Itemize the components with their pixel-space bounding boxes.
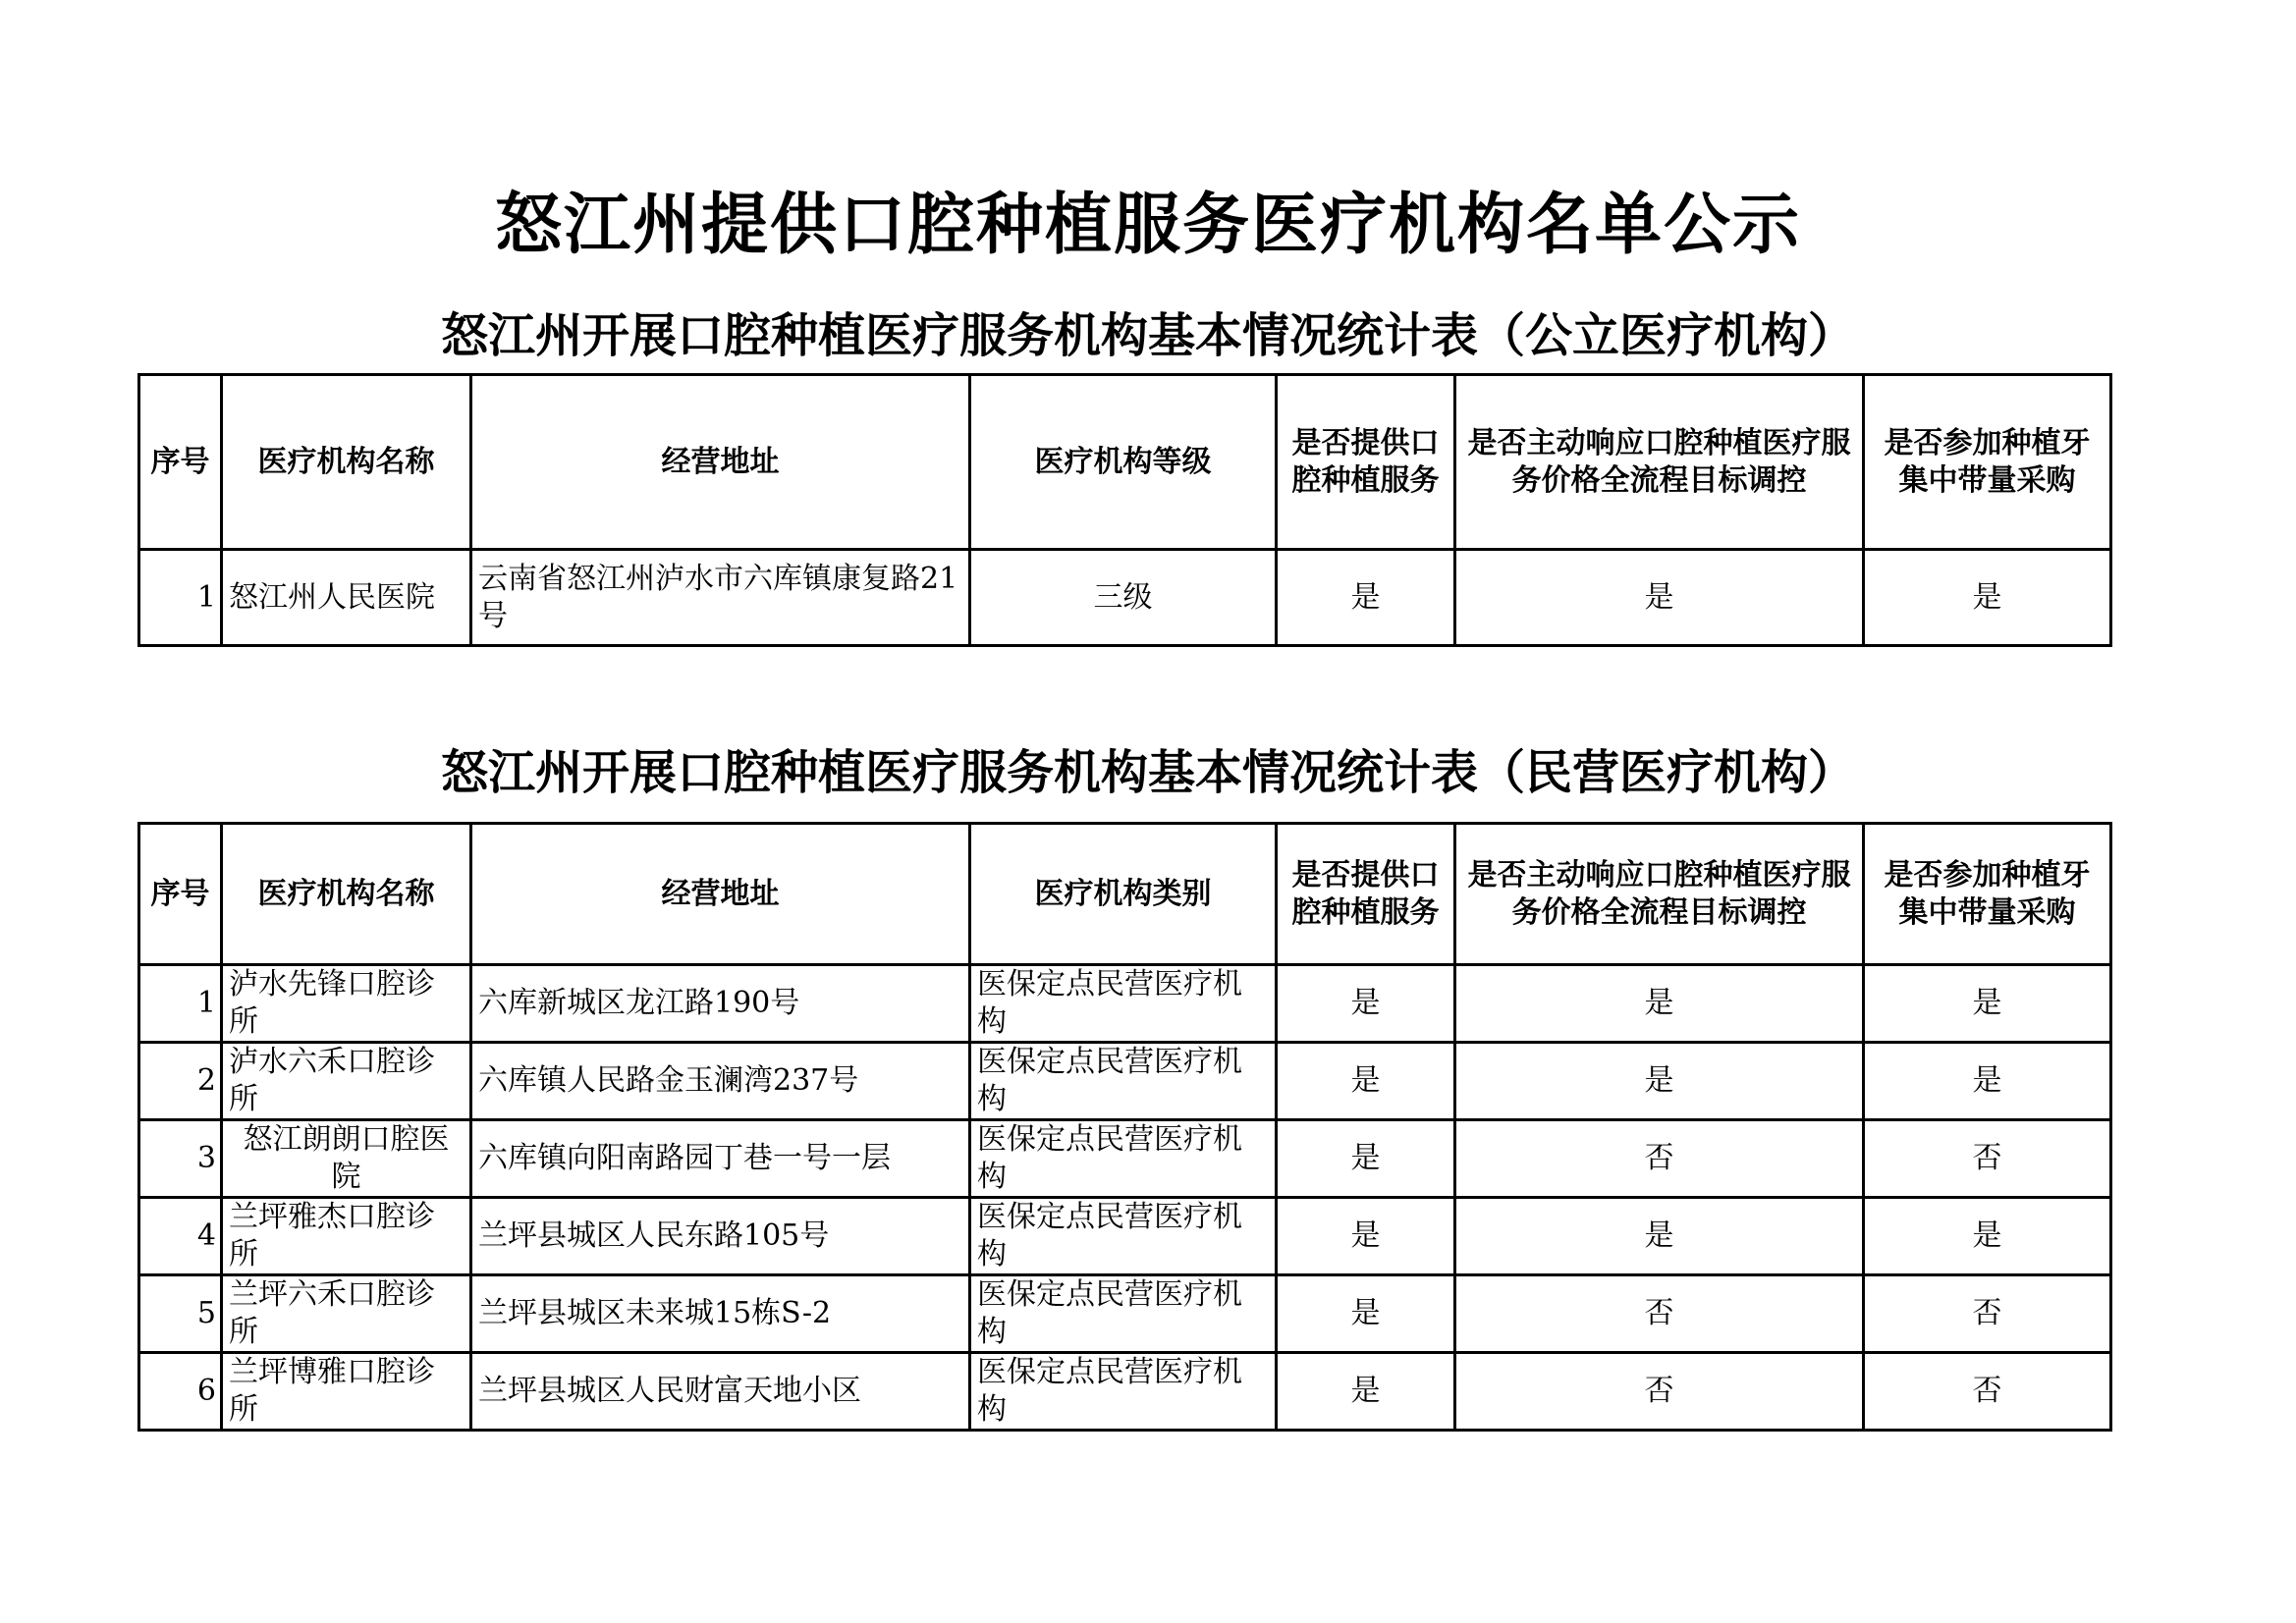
- cell-implant-service: 是: [1277, 1043, 1455, 1120]
- table-row: [139, 1198, 2111, 1275]
- cell-name: 泸水六禾口腔诊所: [222, 1043, 471, 1120]
- cell-price-control: 否: [1455, 1275, 1864, 1353]
- table-header-row: [139, 375, 2111, 550]
- cell-category: 医保定点民营医疗机构: [970, 1275, 1277, 1353]
- cell-category: 医保定点民营医疗机构: [970, 1198, 1277, 1275]
- header-price-control: 是否主动响应口腔种植医疗服务价格全流程目标调控: [1455, 824, 1864, 965]
- header-procurement: 是否参加种植牙集中带量采购: [1864, 824, 2111, 965]
- cell-procurement: 是: [1864, 550, 2111, 646]
- cell-index: 1: [139, 965, 222, 1043]
- cell-procurement: 否: [1864, 1353, 2111, 1431]
- cell-procurement: 是: [1864, 1198, 2111, 1275]
- public-section-title: 怒江州开展口腔种植医疗服务机构基本情况统计表（公立医疗机构）: [440, 308, 1855, 363]
- cell-price-control: 是: [1455, 1198, 1864, 1275]
- cell-implant-service: 是: [1277, 1353, 1455, 1431]
- header-address: 经营地址: [471, 824, 970, 965]
- cell-name: 兰坪六禾口腔诊所: [222, 1275, 471, 1353]
- cell-category: 医保定点民营医疗机构: [970, 1353, 1277, 1431]
- cell-index: 5: [139, 1275, 222, 1353]
- cell-category: 医保定点民营医疗机构: [970, 1043, 1277, 1120]
- cell-address: 兰坪县城区未来城15栋S-2: [471, 1275, 970, 1353]
- page-title: 怒江州提供口腔种植服务医疗机构名单公示: [494, 187, 1801, 264]
- header-index: 序号: [139, 375, 222, 550]
- header-category: 医疗机构类别: [970, 824, 1277, 965]
- header-level: 医疗机构等级: [970, 375, 1277, 550]
- header-name: 医疗机构名称: [222, 824, 471, 965]
- cell-name: 怒江州人民医院: [222, 550, 471, 646]
- cell-address: 六库镇人民路金玉澜湾237号: [471, 1043, 970, 1120]
- cell-category: 医保定点民营医疗机构: [970, 1120, 1277, 1198]
- table-row: [139, 965, 2111, 1043]
- cell-address: 云南省怒江州泸水市六库镇康复路21号: [471, 550, 970, 646]
- cell-index: 4: [139, 1198, 222, 1275]
- header-implant-service: 是否提供口腔种植服务: [1277, 375, 1455, 550]
- table-row: [139, 1275, 2111, 1353]
- cell-procurement: 是: [1864, 1043, 2111, 1120]
- cell-index: 6: [139, 1353, 222, 1431]
- cell-address: 六库镇向阳南路园丁巷一号一层: [471, 1120, 970, 1198]
- cell-price-control: 是: [1455, 1043, 1864, 1120]
- cell-procurement: 否: [1864, 1120, 2111, 1198]
- private-section-title: 怒江州开展口腔种植医疗服务机构基本情况统计表（民营医疗机构）: [440, 745, 1855, 800]
- cell-name: 兰坪博雅口腔诊所: [222, 1353, 471, 1431]
- cell-price-control: 否: [1455, 1353, 1864, 1431]
- table-row: [139, 1120, 2111, 1198]
- cell-implant-service: 是: [1277, 1275, 1455, 1353]
- cell-procurement: 是: [1864, 965, 2111, 1043]
- table-row: [139, 1353, 2111, 1431]
- cell-name: 怒江朗朗口腔医院: [222, 1120, 471, 1198]
- table-header-row: [139, 824, 2111, 965]
- cell-address: 兰坪县城区人民东路105号: [471, 1198, 970, 1275]
- header-implant-service: 是否提供口腔种植服务: [1277, 824, 1455, 965]
- cell-implant-service: 是: [1277, 550, 1455, 646]
- header-procurement: 是否参加种植牙集中带量采购: [1864, 375, 2111, 550]
- header-address: 经营地址: [471, 375, 970, 550]
- cell-name: 泸水先锋口腔诊所: [222, 965, 471, 1043]
- cell-address: 兰坪县城区人民财富天地小区: [471, 1353, 970, 1431]
- header-name: 医疗机构名称: [222, 375, 471, 550]
- cell-price-control: 是: [1455, 965, 1864, 1043]
- cell-price-control: 是: [1455, 550, 1864, 646]
- cell-implant-service: 是: [1277, 965, 1455, 1043]
- cell-implant-service: 是: [1277, 1198, 1455, 1275]
- private-institutions-table: [137, 822, 2112, 1432]
- table-row: [139, 550, 2111, 646]
- table-row: [139, 1043, 2111, 1120]
- cell-address: 六库新城区龙江路190号: [471, 965, 970, 1043]
- public-institutions-table: [137, 373, 2112, 647]
- cell-level: 三级: [970, 550, 1277, 646]
- cell-procurement: 否: [1864, 1275, 2111, 1353]
- cell-category: 医保定点民营医疗机构: [970, 965, 1277, 1043]
- cell-price-control: 否: [1455, 1120, 1864, 1198]
- cell-implant-service: 是: [1277, 1120, 1455, 1198]
- cell-index: 2: [139, 1043, 222, 1120]
- cell-index: 1: [139, 550, 222, 646]
- header-index: 序号: [139, 824, 222, 965]
- cell-index: 3: [139, 1120, 222, 1198]
- header-price-control: 是否主动响应口腔种植医疗服务价格全流程目标调控: [1455, 375, 1864, 550]
- cell-name: 兰坪雅杰口腔诊所: [222, 1198, 471, 1275]
